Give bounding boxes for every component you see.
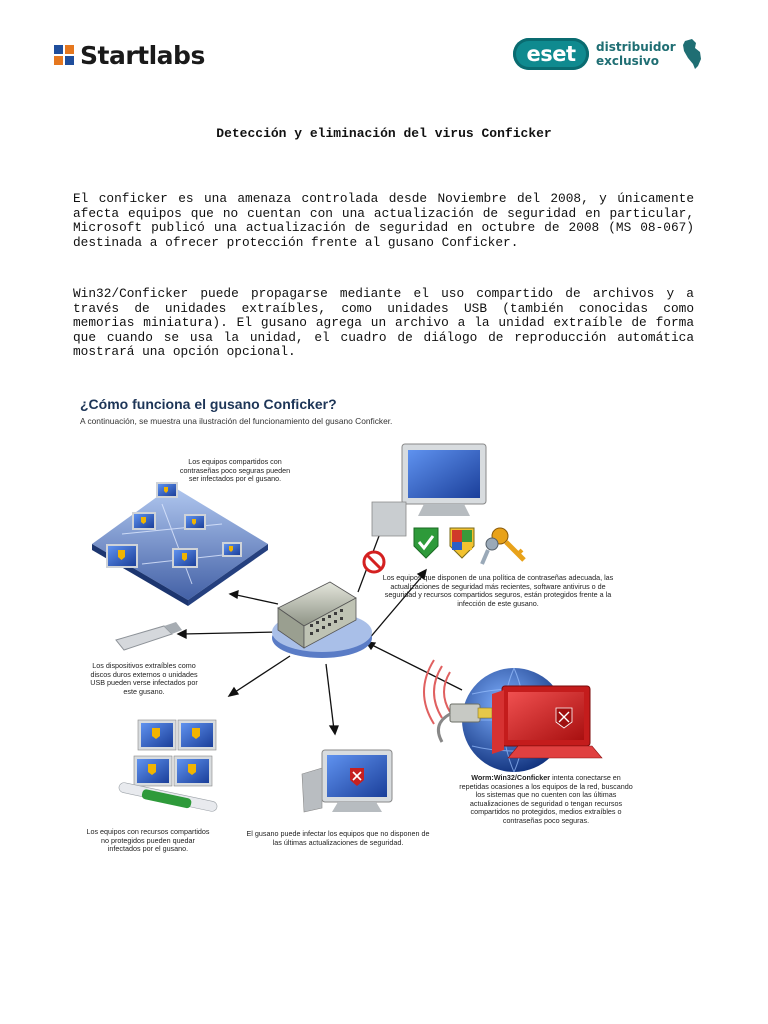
caption-protected-policy: Los equipos que disponen de una política de contraseñas adecuada, las actualizaciones de seguridad más recientes, software antivirus o de seguridad y recursos compartidos seguros, están protegidos frente a la infección de este gusano.	[382, 573, 614, 608]
protected-computer	[372, 444, 486, 536]
paragraph-1: El conficker es una amenaza controlada desde Noviembre del 2008, y únicamente afecta equipos que no cuentan con una actualización de seguridad en particular, Microsoft publicó una actualización de seguridad en octubre de 2008 (MS 08-067) destinada a ofrecer protección frente al gusano Conficker.	[73, 191, 694, 250]
eset-tagline	[596, 40, 676, 68]
unprotected-computers	[118, 720, 218, 812]
green-check-shield-icon	[414, 528, 438, 558]
figure-subheading: A continuación, se muestra una ilustración del funcionamiento del gusano Conficker.	[80, 416, 393, 426]
shared-computers-network	[92, 482, 268, 606]
startlabs-wordmark: Startlabs	[80, 40, 205, 70]
figure-heading: ¿Cómo funciona el gusano Conficker?	[80, 396, 337, 412]
caption-removable-devices: Los dispositivos extraíbles como discos duros externos o unidades USB pueden verse infectados por este gusano.	[90, 661, 198, 696]
eset-badge	[513, 38, 589, 70]
eset-tagline-line-1: distribuidor	[596, 40, 676, 54]
eset-wordmark: eset	[526, 42, 576, 66]
usb-drive-icon	[116, 622, 182, 650]
worm-computer	[424, 660, 602, 772]
caption-unprotected-resources: Los equipos con recursos compartidos no protegidos pueden quedar infectados por el gusano.	[86, 827, 210, 854]
prohibited-icon	[364, 552, 384, 572]
signal-waves-icon	[424, 660, 450, 724]
no-updates-computer	[302, 750, 392, 812]
worm-behavior-text: intenta conectarse en repetidas ocasiones a los equipos de la red, buscando los sistemas que no cuenten con las últimas actualizaciones de seguridad o tengan recursos compartidos no protegidos, medios extraíbles o contraseñas poco seguras.	[459, 773, 633, 825]
paragraph-2: Win32/Conficker puede propagarse mediante el uso compartido de archivos y a través de unidades extraíbles, como unidades USB (también conocidas como memorias miniatura). El gusano agrega un archivo a la unidad extraíble de forma que cuando se usa la unidad, el cuadro de diálogo de reproducción automática mostrará una opción opcional.	[73, 286, 694, 360]
caption-no-updates: El gusano puede infectar los equipos que no disponen de las últimas actualizaciones de seguridad.	[246, 829, 430, 847]
startlabs-squares-icon	[54, 45, 74, 65]
eset-logo	[513, 38, 702, 70]
eset-tagline-line-2: exclusivo	[596, 54, 659, 68]
windows-shield-icon	[450, 528, 474, 558]
key-icon	[482, 528, 524, 564]
worm-name: Worm:Win32/Conficker	[471, 773, 551, 782]
caption-worm-behavior	[456, 774, 636, 826]
startlabs-logo	[54, 40, 205, 70]
peru-map-icon	[682, 39, 702, 69]
document-title: Detección y eliminación del virus Conficker	[216, 126, 552, 141]
caption-shared-weak-passwords: Los equipos compartidos con contraseñas poco seguras pueden ser infectados por el gusano.	[179, 457, 291, 484]
hub-device-icon	[272, 582, 372, 658]
conficker-illustration	[72, 394, 644, 868]
